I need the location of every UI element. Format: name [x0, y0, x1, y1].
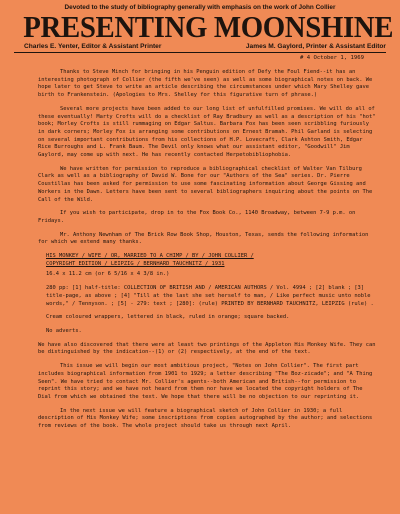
- header-rule: [14, 52, 386, 53]
- issue-number-date: # 4 October 1, 1969: [300, 55, 364, 61]
- editors-line: [24, 43, 386, 50]
- citation-collation: 280 pp: [1] half-title: COLLECTION OF BRITISH AND / AMERICAN AUTHORS / Vol. 4994 ; [2] blank ; [3] title-page, as above ; [4] "Till at the last she set herself to man, / Like perfect music unto noble words," / Tennyson. ; [5] - 279: text ; [280]: (rule) PRINTED BY BERNHARD TAUCHNITZ, LEIPZIG (rule) .: [46, 285, 374, 307]
- citation-size: 16.4 x 11.2 cm (or 6 5/16 x 4 3/8 in.): [46, 271, 170, 278]
- paragraph-minch: Thanks to Steve Minch for bringing in his Penguin edition of Defy the Foul Fiend--it has an interesting photograph of Collier (the fifth we've seen) as well as some biographical notes on back. We hope later to get Steve to write an article describing the circumstances under which Mary Shelley gave birth to Frankenstein. (Apologies to Mrs. Shelley for this figurative turn of phrase.): [38, 69, 373, 99]
- printer-credit: James M. Gaylord, Printer & Assistant Editor: [245, 43, 386, 50]
- paragraph-permissions: We have written for permission to reproduce a bibliographical checklist of Walter Van Tilburg Clark as well as a bibliography of David W. Bone for our "Authors of the Sea" series. Dr. Pierre Coustillas has been asked for permission to use some fascinating information about George Gissing and Workers in the Dawn. Letters have been sent to several bibliographers inquiring about the points on The Call of the Wild.: [38, 165, 373, 203]
- citation-adverts: No adverts.: [46, 327, 82, 334]
- paragraph-participate: If you wish to participate, drop in to the Fox Book Co., 1140 Broadway, between 7-9 p.m. on Fridays.: [38, 210, 356, 224]
- masthead-title: PRESENTING MOONSHINE: [23, 9, 394, 44]
- citation-line-2: COPYRIGHT EDITION / LEIPZIG / BERNHARD TAUCHNITZ / 1931: [46, 260, 225, 267]
- paragraph-appleton: We have also discovered that there were at least two printings of the Appleton His Monkey Wife. They can be distinguished by the indication--(1) or (2) respectively, at the end of the text.: [38, 341, 376, 356]
- article-body: [38, 69, 378, 437]
- paragraph-newnham: Mr. Anthony Newnham of The Brick Row Book Shop, Houston, Texas, sends the following information for which we extend many thanks.: [38, 231, 369, 246]
- citation-line-1: HIS MONKEY / WIFE / OR, MARRIED TO A CHIMP / BY / JOHN COLLIER /: [46, 253, 254, 260]
- editor-credit: Charles E. Yenter, Editor & Assistant Printer: [24, 43, 162, 50]
- citation-title: [46, 253, 378, 268]
- citation-binding: Cream coloured wrappers, lettered in black, ruled in orange; square backed.: [46, 314, 290, 321]
- tagline: Devoted to the study of bibliography generally with emphasis on the work of John Collier: [64, 4, 336, 11]
- paragraph-projects: Several more projects have been added to our long list of unfulfilled promises. We will do all of these eventually! Marty Crofts will do a checklist of Ray Bradbury as well as a description of his "hot" book; Morley Crofts is still rummaging on Edgar Saltus. Barbara Fox has been seen scribbling furiously in dark corners; Morley Fox is arranging some contributions on Ernest Bramah. Phil Garland is selecting on several important contributions from his collections of H.P. Lovecraft, Clark Ashton Smith, Edgar Rice Burroughs and L. Frank Baum. The Devil only knows what our assistant editor, "Goodwill" Jim Gaylord, may come up with next. He has recently contacted Herpetobibliophobia.: [38, 105, 376, 159]
- paragraph-next-issue: In the next issue we will feature a biographical sketch of John Collier in 1930; a full description of His Monkey Wife; some inscriptions from copies autographed by the author; and selections from reviews of the book. The whole project should take us through next April.: [38, 407, 373, 430]
- paragraph-notes: This issue we will begin our most ambitious project, "Notes on John Collier". The first part includes biographical information from 1901 to 1929; a letter describing "The Boz-zicade"; and "A Thing Seen". We have tried to contact Mr. Collier's agents--both American and British--for permission to reprint this story; and we have not heard from them nor have we located the copyright holders of The Dial from which we obtained the text. We hope that there will be no objection to our reprinting it.: [38, 363, 373, 400]
